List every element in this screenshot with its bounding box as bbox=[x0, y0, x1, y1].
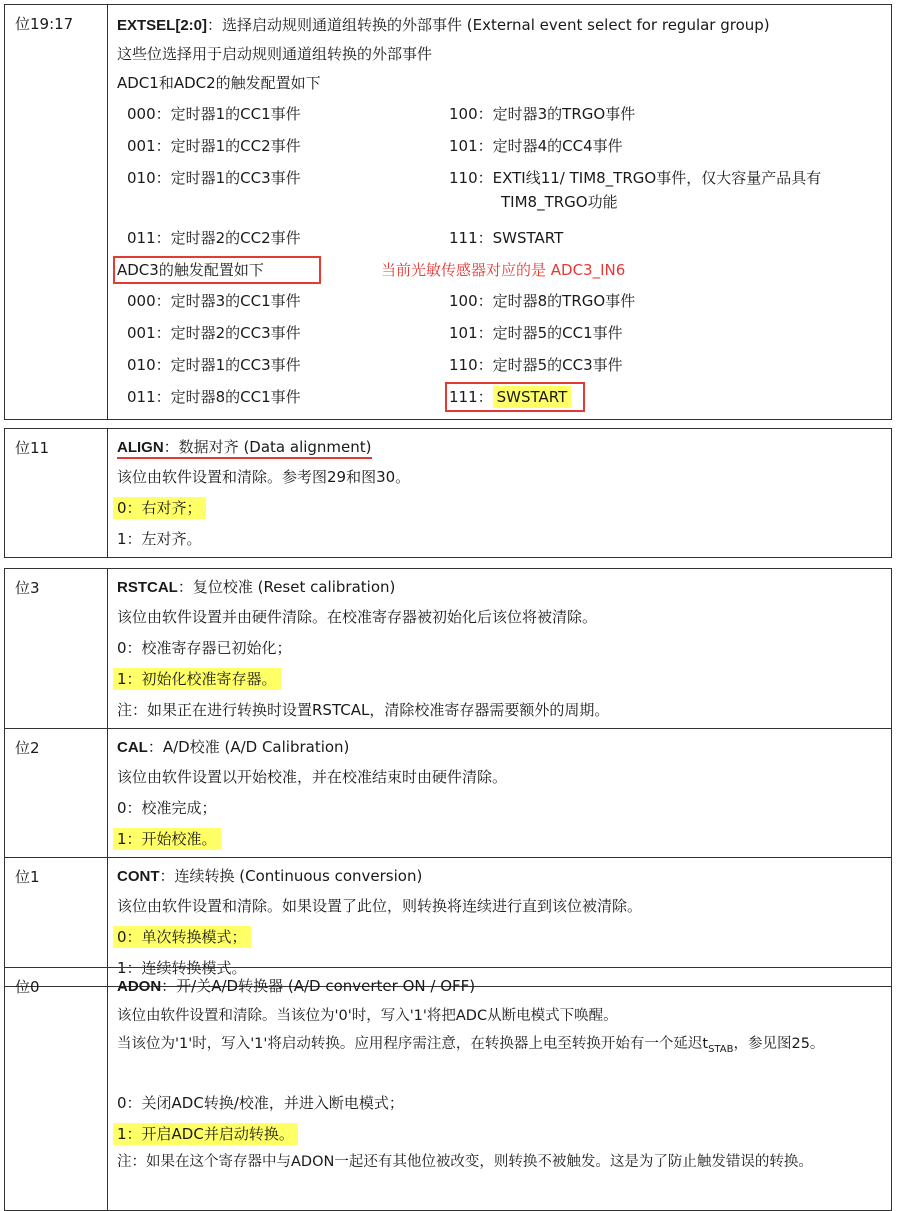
cal-opt0: 0：校准完成； bbox=[117, 799, 217, 817]
adc3-trigger-001: 001：定时器2的CC3事件 bbox=[127, 324, 301, 342]
cont-bit: 位1 bbox=[5, 858, 108, 987]
cal-bit: 位2 bbox=[5, 729, 108, 858]
cal-opt1 bbox=[117, 824, 881, 855]
adon-note: 注：如果在这个寄存器中与ADON一起还有其他位被改变，则转换不被触发。这是为了防止触发错误的转换。 bbox=[117, 1154, 813, 1170]
swstart-highlight: SWSTART bbox=[493, 386, 572, 408]
adon-desc1: 该位由软件设置和清除。当该位为'0'时，写入'1'将把ADC从断电模式下唤醒。 bbox=[117, 1008, 618, 1024]
adc3-trigger-100: 100：定时器8的TRGO事件 bbox=[449, 292, 636, 310]
rstcal-bit: 位3 bbox=[5, 569, 108, 729]
extsel-desc: 这些位选择用于启动规则通道组转换的外部事件 bbox=[117, 45, 433, 63]
align-table bbox=[4, 428, 892, 558]
adc3-label: ADC3的触发配置如下 bbox=[117, 260, 317, 280]
cal-title: CAL：A/D校准 (A/D Calibration) bbox=[117, 738, 350, 756]
adc12-trigger-grid bbox=[117, 98, 881, 254]
adc12-trigger-010: 010：定时器1的CC3事件 bbox=[127, 169, 301, 187]
rstcal-desc: 该位由软件设置并由硬件清除。在校准寄存器被初始化后该位将被清除。 bbox=[117, 608, 598, 626]
adon-opt0: 0：关闭ADC转换/校准，并进入断电模式； bbox=[117, 1094, 404, 1112]
adc3-trigger-010: 010：定时器1的CC3事件 bbox=[127, 356, 301, 374]
adon-desc2: 当该位为'1'时，写入'1'将启动转换。应用程序需注意，在转换器上电至转换开始有一个延迟$t_{STAB}$，参见图25。 bbox=[117, 1036, 825, 1055]
adc3-trigger-110: 110：定时器5的CC3事件 bbox=[449, 356, 623, 374]
swstart-box: 111： SWSTART bbox=[449, 386, 581, 408]
adon-opt1-highlight: 1：开启ADC并启动转换。 bbox=[113, 1123, 298, 1145]
adc12-trigger-001: 001：定时器1的CC2事件 bbox=[127, 137, 301, 155]
cont-opt1: 1：连续转换模式。 bbox=[117, 959, 247, 977]
adc12-trigger-110: 110：EXTI线11/ TIM8_TRGO事件，仅大容量产品具有TIM8_TRGO功能 bbox=[449, 169, 822, 211]
cal-row bbox=[5, 729, 892, 858]
calibration-table bbox=[4, 568, 892, 987]
rstcal-opt1-highlight: 1：初始化校准寄存器。 bbox=[113, 668, 281, 690]
align-opt1: 1：左对齐。 bbox=[117, 530, 202, 548]
cont-opt0 bbox=[117, 922, 881, 953]
cont-title: CONT：连续转换 (Continuous conversion) bbox=[117, 867, 423, 885]
adc3-label-row bbox=[117, 256, 881, 285]
cont-opt0-highlight: 0：单次转换模式； bbox=[113, 926, 251, 948]
align-desc: 该位由软件设置和清除。参考图29和图30。 bbox=[117, 468, 411, 486]
adc3-trigger-111 bbox=[439, 381, 881, 413]
adc12-trigger-101: 101：定时器4的CC4事件 bbox=[449, 137, 623, 155]
adc12-trigger-011: 011：定时器2的CC2事件 bbox=[127, 229, 301, 247]
extsel-bit: 位19:17 bbox=[5, 5, 108, 420]
adc3-trigger-grid bbox=[117, 285, 881, 413]
adon-bit: 位0 bbox=[5, 968, 108, 1211]
rstcal-opt0: 0：校准寄存器已初始化； bbox=[117, 639, 292, 657]
adon-table bbox=[4, 967, 892, 1211]
adon-opt1 bbox=[117, 1119, 881, 1150]
adc12-trigger-100: 100：定时器3的TRGO事件 bbox=[449, 105, 636, 123]
adc3-trigger-011: 011：定时器8的CC1事件 bbox=[127, 388, 301, 406]
align-title-underline: ALIGN：数据对齐 (Data alignment) bbox=[117, 438, 372, 459]
align-opt0 bbox=[117, 493, 881, 524]
align-bit: 位11 bbox=[5, 429, 108, 558]
rstcal-row bbox=[5, 569, 892, 729]
align-title bbox=[117, 433, 881, 462]
adc3-trigger-000: 000：定时器3的CC1事件 bbox=[127, 292, 301, 310]
adc12-trigger-111: 111：SWSTART bbox=[449, 229, 564, 247]
extsel-title: EXTSEL[2:0]：选择启动规则通道组转换的外部事件 (External event select for regular group) bbox=[117, 16, 770, 34]
align-opt0-highlight: 0：右对齐； bbox=[113, 497, 206, 519]
adon-title: ADON：开/关A/D转换器 (A/D converter ON / OFF) bbox=[117, 977, 476, 995]
rstcal-title: RSTCAL：复位校准 (Reset calibration) bbox=[117, 578, 396, 596]
rstcal-opt1 bbox=[117, 664, 881, 695]
cal-desc: 该位由软件设置以开始校准，并在校准结束时由硬件清除。 bbox=[117, 768, 508, 786]
adc12-trigger-000: 000：定时器1的CC1事件 bbox=[127, 105, 301, 123]
rstcal-note: 注：如果正在进行转换时设置RSTCAL，清除校准寄存器需要额外的周期。 bbox=[117, 701, 610, 719]
extsel-table bbox=[4, 4, 892, 420]
adc3-trigger-101: 101：定时器5的CC1事件 bbox=[449, 324, 623, 342]
cal-opt1-highlight: 1：开始校准。 bbox=[113, 828, 221, 850]
cont-desc: 该位由软件设置和清除。如果设置了此位，则转换将连续进行直到该位被清除。 bbox=[117, 897, 643, 915]
adc12-label: ADC1和ADC2的触发配置如下 bbox=[117, 74, 321, 92]
sensor-annotation: 当前光敏传感器对应的是 ADC3_IN6 bbox=[381, 261, 626, 279]
